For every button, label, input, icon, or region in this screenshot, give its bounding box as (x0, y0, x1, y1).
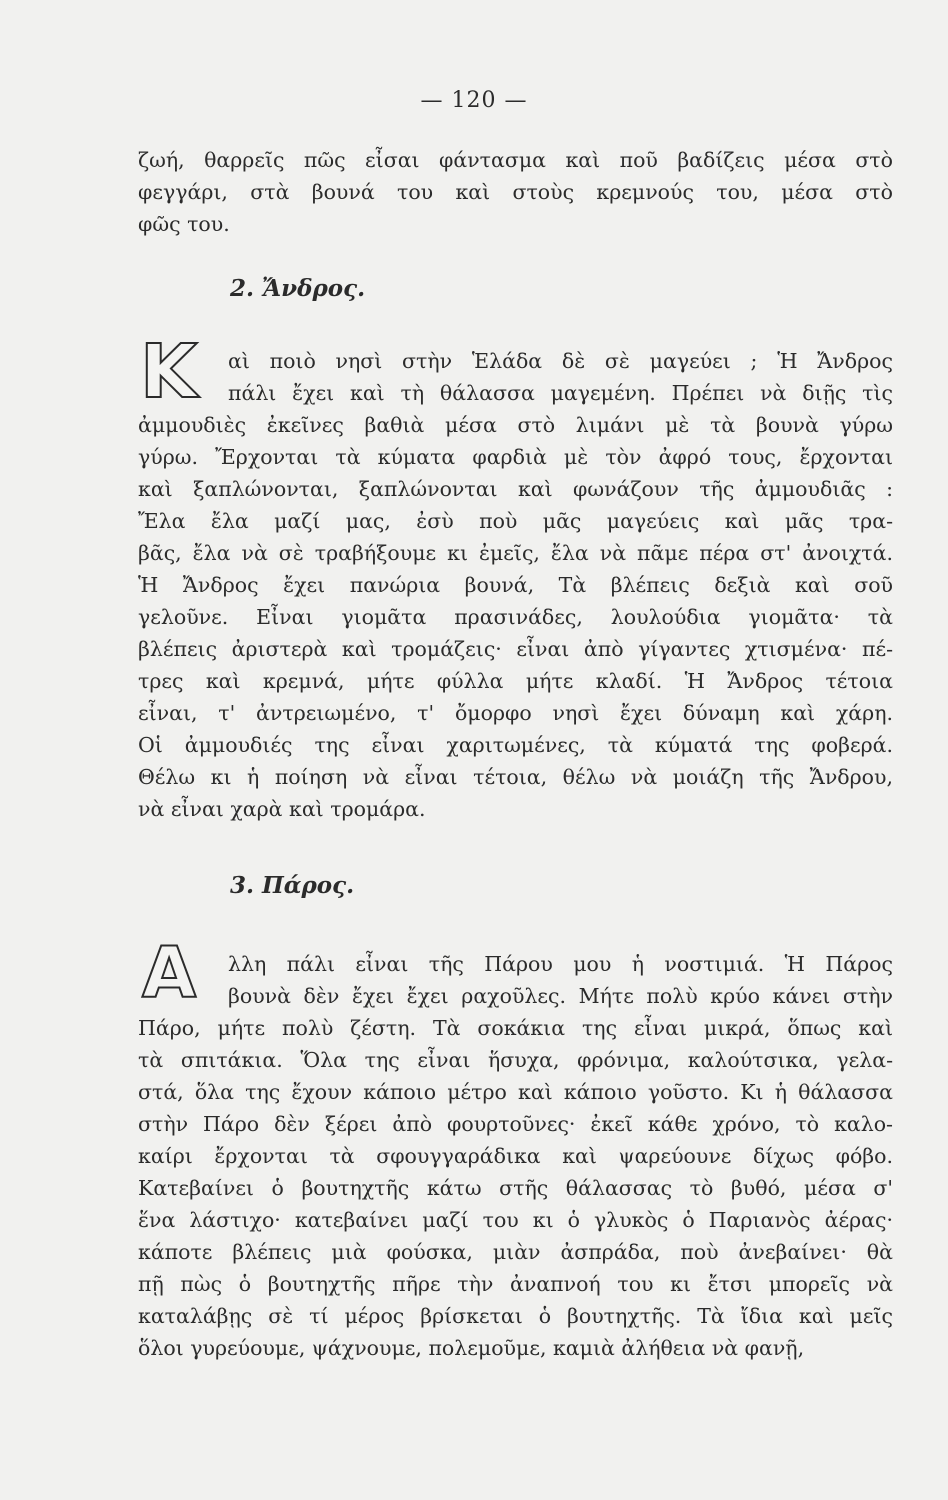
andros-line: αὶ ποιὸ νησὶ στὴν Ἑλάδα δὲ σὲ μαγεύει ; Ἡ Ἄνδρος (228, 349, 893, 373)
intro-line: ζωή, θαρρεῖς πῶς εἶσαι φάντασμα καὶ ποῦ βαδίζεις μέσα στὸ (138, 148, 893, 172)
andros-line: βᾶς, ἔλα νὰ σὲ τραβήξουμε κι ἐμεῖς, ἔλα νὰ πᾶμε πέρα στ' ἀνοιχτά. (138, 541, 893, 565)
intro-paragraph (138, 144, 893, 240)
section-paros-paragraph (138, 948, 893, 1364)
andros-line: τρες καὶ κρεμνά, μήτε φύλλα μήτε κλαδί. Ἡ Ἄνδρος τέτοια (138, 669, 893, 693)
paros-line: κάποτε βλέπεις μιὰ φούσκα, μιὰν ἀσπράδα, ποὺ ἀνεβαίνει· θὰ (138, 1240, 893, 1264)
andros-line: πάλι ἔχει καὶ τὴ θάλασσα μαγεμένη. Πρέπει νὰ διῇς τὶς (228, 381, 893, 405)
paros-line: τὰ σπιτάκια. Ὅλα της εἶναι ἥσυχα, φρόνιμα, καλούτσικα, γελα- (138, 1048, 893, 1072)
intro-line: φεγγάρι, στὰ βουνά του καὶ στοὺς κρεμνούς του, μέσα στὸ (138, 180, 893, 204)
paros-line: βουνὰ δὲν ἔχει ἔχει ραχοῦλες. Μήτε πολὺ κρύο κάνει στὴν (228, 984, 893, 1008)
paros-line: στά, ὅλα της ἔχουν κάποιο μέτρο καὶ κάποιο γοῦστο. Κι ἡ θάλασσα (138, 1080, 893, 1104)
section-heading-paros: 3. Πάρος. (230, 872, 355, 899)
andros-line: Οἱ ἀμμουδιές της εἶναι χαριτωμένες, τὰ κύματά της φοβερά. (138, 733, 893, 757)
drop-cap-k: K (140, 329, 198, 415)
drop-cap-a: A (142, 932, 197, 1014)
andros-line: γύρω. Ἔρχονται τὰ κύματα φαρδιὰ μὲ τὸν ἀφρό τους, ἔρχονται (138, 445, 893, 469)
andros-line: νὰ εἶναι χαρὰ καὶ τρομάρα. (138, 797, 426, 821)
andros-line: Ἡ Ἄνδρος ἔχει πανώρια βουνά, Τὰ βλέπεις δεξιὰ καὶ σοῦ (138, 573, 893, 597)
paros-line: Πάρο, μήτε πολὺ ζέστη. Τὰ σοκάκια της εἶναι μικρά, ὅπως καὶ (138, 1016, 893, 1040)
paros-line: καίρι ἔρχονται τὰ σφουγγαράδικα καὶ ψαρεύουνε δίχως φόβο. (138, 1144, 893, 1168)
paros-line: ὅλοι γυρεύουμε, ψάχνουμε, πολεμοῦμε, καμιὰ ἀλήθεια νὰ φανῇ, (138, 1336, 805, 1360)
andros-line: Θέλω κι ἡ ποίηση νὰ εἶναι τέτοια, θέλω νὰ μοιάζη τῆς Ἄνδρου, (138, 765, 893, 789)
andros-line: Ἔλα ἔλα μαζί μας, ἐσὺ ποὺ μᾶς μαγεύεις καὶ μᾶς τρα- (138, 509, 893, 533)
section-andros-paragraph (138, 345, 893, 825)
paros-line: ἕνα λάστιχο· κατεβαίνει μαζί του κι ὁ γλυκὸς ὁ Παριανὸς ἀέρας· (138, 1208, 893, 1232)
paros-line: καταλάβῃς σὲ τί μέρος βρίσκεται ὁ βουτηχτῆς. Τὰ ἴδια καὶ μεῖς (138, 1304, 893, 1328)
andros-line: καὶ ξαπλώνονται, ξαπλώνονται καὶ φωνάζουν τῆς ἀμμουδιᾶς : (138, 477, 893, 501)
andros-line: εἶναι, τ' ἀντρειωμένο, τ' ὄμορφο νησὶ ἔχει δύναμη καὶ χάρη. (138, 701, 893, 725)
paros-line: Κατεβαίνει ὁ βουτηχτῆς κάτω στῆς θάλασσας τὸ βυθό, μέσα σ' (138, 1176, 893, 1200)
andros-line: ἀμμουδιὲς ἐκεῖνες βαθιὰ μέσα στὸ λιμάνι μὲ τὰ βουνὰ γύρω (138, 413, 893, 437)
section-heading-andros: 2. Ἄνδρος. (230, 275, 366, 302)
andros-line: βλέπεις ἀριστερὰ καὶ τρομάζεις· εἶναι ἀπὸ γίγαντες χτισμένα· πέ- (138, 637, 893, 661)
paros-line: πῇ πὼς ὁ βουτηχτῆς πῆρε τὴν ἀναπνοή του κι ἔτσι μπορεῖς νὰ (138, 1272, 893, 1296)
andros-line: γελοῦνε. Εἶναι γιομᾶτα πρασινάδες, λουλούδια γιομᾶτα· τὰ (138, 605, 893, 629)
intro-line: φῶς του. (138, 212, 230, 236)
paros-line: στὴν Πάρο δὲν ξέρει ἀπὸ φουρτοῦνες· ἐκεῖ κάθε χρόνο, τὸ καλο- (138, 1112, 893, 1136)
page-number: — 120 — (420, 88, 528, 113)
paros-line: λλη πάλι εἶναι τῆς Πάρου μου ἡ νοστιμιά. Ἡ Πάρος (228, 952, 893, 976)
